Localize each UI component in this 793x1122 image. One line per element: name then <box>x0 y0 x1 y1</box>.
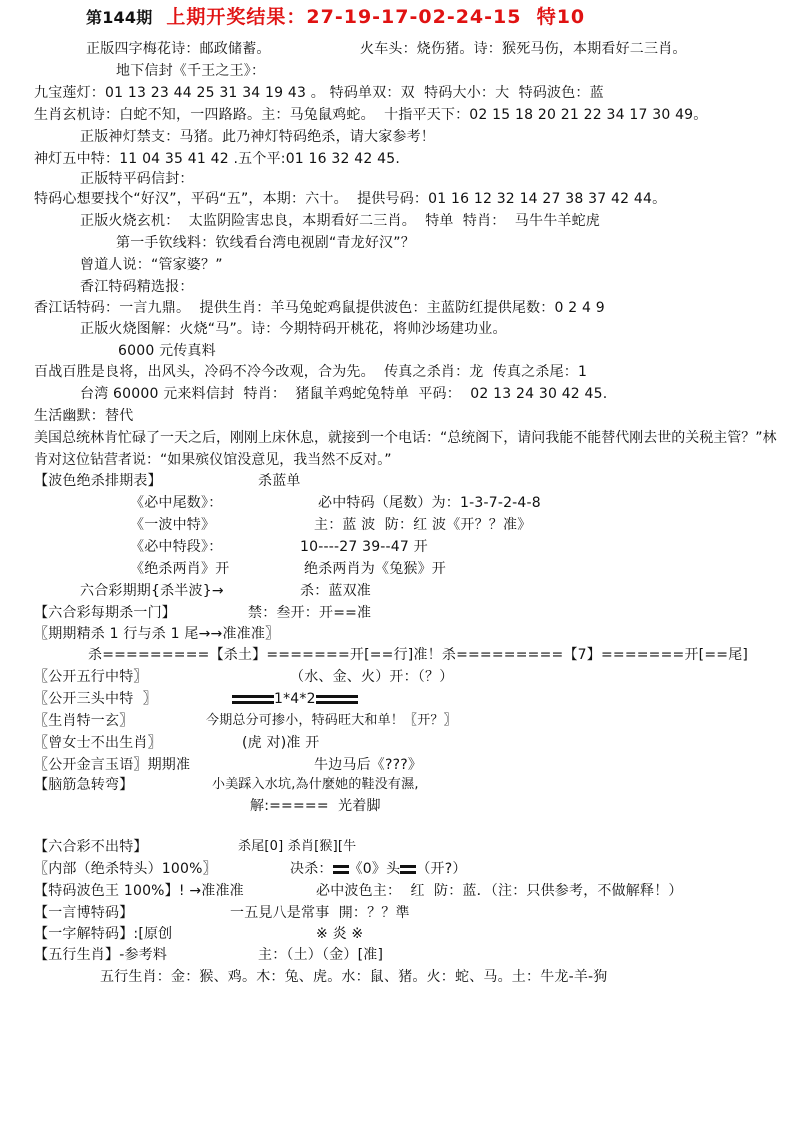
line-kill-two-value <box>304 560 446 578</box>
text-segment: 正版四字梅花诗：邮政储蓄。 <box>86 41 271 57</box>
line-internal-label <box>34 860 217 878</box>
text-segment: 必中特码（尾数）为：1-3-7-2-4-8 <box>318 495 541 511</box>
text-segment: 《必中尾数》： <box>130 495 223 511</box>
text-segment: 五行生肖：金：猴、鸡。木：兔、虎。水：鼠、猪。火：蛇、马。土：牛龙-羊-狗 <box>100 969 608 985</box>
text-segment: 〖生肖特一玄〗 <box>34 713 134 729</box>
line-three-heads-value <box>232 690 358 708</box>
text-segment: 香江话特码：一言九鼎。 提供生肖：羊马兔蛇鸡鼠提供波色：主蓝防红提供尾数：0 2 4 9 <box>34 300 605 316</box>
line-hk-words <box>34 299 605 317</box>
line-kill-door-label <box>34 604 176 622</box>
line-no-special-label <box>34 838 148 856</box>
line-segment-value <box>300 538 428 556</box>
line-taoist-said <box>80 256 223 274</box>
text-segment: 〖内部（绝杀特头）100%〗 <box>34 861 217 877</box>
text-segment: 杀=========【杀土】=======开[==行]准！杀=========【7】=======开[==尾] <box>88 647 749 663</box>
triple-bar-icon <box>316 695 358 704</box>
line-segment-label <box>130 538 222 556</box>
text-segment: 1*4*2 <box>274 691 316 707</box>
text-segment: 【一字解特码】:[原创 <box>34 926 173 942</box>
text-segment: 主：（土）（金）[准] <box>258 947 384 963</box>
text-segment: 特码心想要找个“好汉”，平码“五”，本期：六十。 提供号码：01 16 12 32 14 27 38 37 42 44。 <box>34 191 667 207</box>
text-segment: 必中波色主： 红 防：蓝．（注：只供参考，不做解释！） <box>316 883 683 899</box>
line-madam-zeng-value <box>242 734 319 752</box>
text-segment: 【六合彩不出特】 <box>34 839 148 855</box>
line-wave-king-label <box>34 882 244 900</box>
line-envelope-title <box>116 62 265 80</box>
text-segment: 百战百胜是良将，出风头，冷码不冷今改观，合为先。 传真之杀肖：龙 传真之杀尾：1 <box>34 364 588 380</box>
triple-bar-icon <box>232 695 274 704</box>
line-no-special-value <box>238 838 356 856</box>
text-segment: 主：蓝 波 防：红 波《开？？准》 <box>314 517 532 533</box>
line-one-word-bet-value <box>230 904 410 922</box>
last-draw-result: 上期开奖结果：27-19-17-02-24-15 特10 <box>166 6 586 28</box>
line-kill-earth <box>88 646 748 664</box>
line-tail-value <box>318 494 541 512</box>
text-segment: 解:===== 光着脚 <box>250 798 381 814</box>
text-segment: 台湾 60000 元来料信封 特肖： 猪鼠羊鸡蛇兔特单 平码： 02 13 24 30 42 45. <box>80 386 608 402</box>
line-hk-report <box>80 278 194 296</box>
line-riddle-answer <box>250 797 381 815</box>
text-segment: 《绝杀两肖》开 <box>130 561 230 577</box>
line-kill-row-tail <box>34 625 279 643</box>
text-segment: 生活幽默：替代 <box>34 408 134 424</box>
text-segment: 《一波中特》 <box>130 517 216 533</box>
text-segment: 〖期期精杀 1 行与杀 1 尾→→准准准〗 <box>34 626 280 642</box>
text-segment: 六合彩期期{杀半波}→ <box>80 583 224 599</box>
text-segment: 杀蓝单 <box>258 473 301 489</box>
line-first-hand <box>116 234 415 252</box>
text-segment: (虎 对)准 开 <box>242 735 320 751</box>
text-segment: 〖公开三头中特 〗 <box>34 691 157 707</box>
line-internal-value <box>290 860 467 878</box>
line-golden-words-label <box>34 756 190 774</box>
text-segment: 【脑筋急转弯】 <box>34 777 134 793</box>
line-one-char-label <box>34 925 172 943</box>
line-color-table-value <box>258 472 301 490</box>
line-tail-label <box>130 494 222 512</box>
text-segment: 决杀： <box>290 861 333 877</box>
line-zodiac-mystery-value <box>206 712 457 730</box>
line-madam-zeng-label <box>34 734 162 752</box>
text-segment: 小美踩入水坑,為什麼她的鞋没有濕, <box>212 777 419 792</box>
text-segment: 【五行生肖】-参考料 <box>34 947 168 963</box>
text-segment: 《0》头 <box>348 861 401 877</box>
text-segment: （开?） <box>416 861 467 877</box>
line-half-wave-value <box>300 582 371 600</box>
double-bar-icon <box>333 865 349 874</box>
text-segment: 曾道人说：“管家婆？” <box>80 257 223 273</box>
header-row <box>86 8 585 28</box>
line-riddle-value <box>212 776 419 794</box>
line-five-elements-value <box>290 668 453 686</box>
text-segment: 绝杀两肖为《兔猴》开 <box>304 561 446 577</box>
line-fire-mystery <box>80 212 600 230</box>
line-fax-title <box>118 342 216 360</box>
text-segment: 〖曾女士不出生肖〗 <box>34 735 162 751</box>
line-lotus-lamp <box>34 84 604 102</box>
text-segment: 牛边马后《???》 <box>314 757 423 773</box>
text-segment: 一五見八是常事 開：？？準 <box>230 905 410 921</box>
text-segment: 禁：叁开：开==准 <box>248 605 372 621</box>
text-segment: 生肖玄机诗：白蛇不知，一四路路。主：马兔鼠鸡蛇。 十指平天下：02 15 18 20 21 22 34 17 30 49。 <box>34 107 708 123</box>
line-five-elements-label <box>34 668 148 686</box>
line-golden-words-value <box>314 756 422 774</box>
line-hero-code <box>34 190 666 208</box>
text-segment: 【六合彩每期杀一门】 <box>34 605 176 621</box>
text-segment: 第一手钦线料：钦线看台湾电视剧“青龙好汉”？ <box>116 235 415 251</box>
text-segment: ※ 炎 ※ <box>316 926 364 942</box>
line-train-head <box>360 40 687 58</box>
line-wave-value <box>314 516 531 534</box>
text-segment: 今期总分可掺小，特码旺大和单！〖开？〗 <box>206 713 457 728</box>
line-riddle-label <box>34 776 133 794</box>
line-wave-label <box>130 516 215 534</box>
line-lamp-ban <box>80 128 435 146</box>
line-humor-title <box>34 407 133 425</box>
text-segment: 6000 元传真料 <box>118 343 216 359</box>
line-fire-diagram <box>80 320 507 338</box>
text-segment: 正版神灯禁支：马猪。此乃神灯特码绝杀，请大家参考！ <box>80 129 435 145</box>
line-fax-content <box>34 363 587 381</box>
line-lamp-five <box>34 150 400 168</box>
text-segment: 正版火烧玄机： 太监阴险害忠良，本期看好二三肖。 特单 特肖： 马牛牛羊蛇虎 <box>80 213 600 229</box>
text-segment: 香江特码精选报： <box>80 279 194 295</box>
line-one-char-value <box>316 925 363 943</box>
text-segment: 〖公开金言玉语〗期期准 <box>34 757 191 773</box>
line-plum-poem <box>86 40 271 58</box>
line-one-word-bet-label <box>34 904 133 922</box>
text-segment: 〖公开五行中特〗 <box>34 669 148 685</box>
text-segment: 10----27 39--47 开 <box>300 539 428 555</box>
text-segment: 【特码波色王 100%】! →准准准 <box>34 883 244 899</box>
text-segment: 火车头：烧伤猪。诗：猴死马伤，本期看好二三肖。 <box>360 41 687 57</box>
text-segment: 地下信封《千王之王》： <box>116 63 266 79</box>
text-segment: 【一言博特码】 <box>34 905 134 921</box>
text-segment: 【波色绝杀排期表】 <box>34 473 162 489</box>
line-five-zodiac-value <box>258 946 383 964</box>
double-bar-icon <box>400 865 416 874</box>
text-segment: 正版火烧图解：火烧“马”。诗：今期特码开桃花，将帅沙场建功业。 <box>80 321 507 337</box>
text-segment: 《必中特段》： <box>130 539 223 555</box>
text-segment: 正版特平码信封： <box>80 171 194 187</box>
text-segment: 杀尾[0] 杀肖[猴][牛 <box>238 839 357 854</box>
line-zodiac-mystery-label <box>34 712 133 730</box>
line-three-heads-label <box>34 690 157 708</box>
line-five-zodiac-list <box>100 968 608 986</box>
text-segment: 九宝莲灯：01 13 23 44 25 31 34 19 43 。 特码单双：双 特码大小：大 特码波色：蓝 <box>34 85 604 101</box>
line-wave-king-value <box>316 882 683 900</box>
line-taiwan-envelope <box>80 385 607 403</box>
text-segment: 杀：蓝双准 <box>300 583 371 599</box>
line-five-zodiac-label <box>34 946 167 964</box>
line-kill-two-label <box>130 560 229 578</box>
line-half-wave-label <box>80 582 224 600</box>
line-envelope-flat <box>80 170 194 188</box>
line-zodiac-poem <box>34 106 708 124</box>
issue-number: 第144期 <box>86 8 153 27</box>
line-kill-door-value <box>248 604 371 622</box>
line-color-table <box>34 472 162 490</box>
text-segment: 神灯五中特：11 04 35 41 42 .五个平:01 16 32 42 45. <box>34 151 401 167</box>
text-segment: （水、金、火）开：（？） <box>290 669 454 685</box>
humor-paragraph: 美国总统林肯忙碌了一天之后，刚刚上床休息，就接到一个电话：“总统阁下，请问我能不能替代刚去世的关税主管？”林肯对这位钻营者说：“如果殡仪馆没意见，我当然不反对。” <box>34 430 777 468</box>
